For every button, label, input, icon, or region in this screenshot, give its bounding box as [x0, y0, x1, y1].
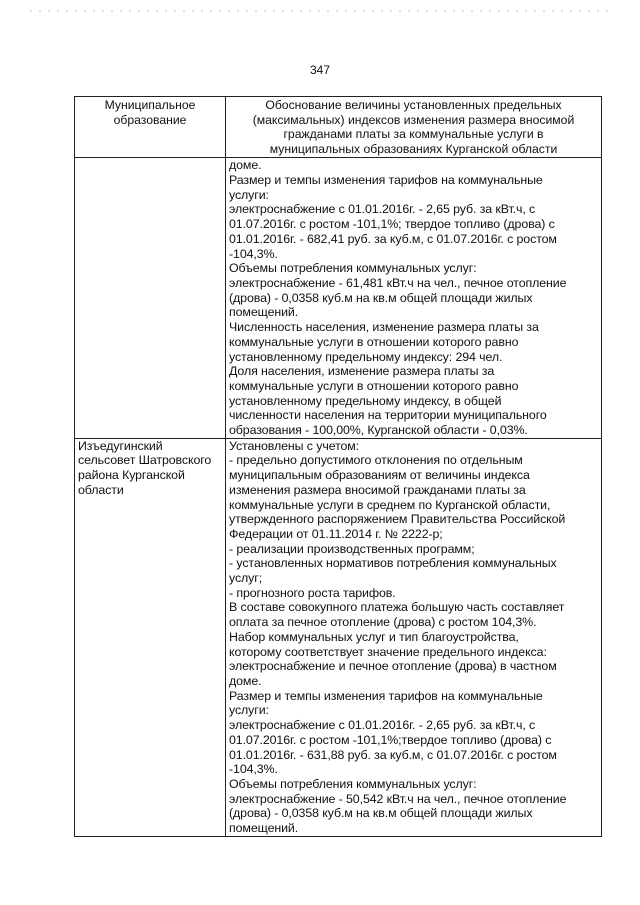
justification-text-line: электроснабжение с 01.01.2016г. - 2,65 руб. за кВт.ч, с: [229, 718, 536, 733]
justification-text-line: Набор коммунальных услуг и тип благоустройства,: [229, 629, 519, 644]
justification-text-line: электроснабжение и печное отопление (дрова) в частном: [229, 659, 557, 674]
justification-text-line: оплата за печное отопление (дрова) с ростом 104,3%.: [229, 615, 537, 630]
municipality-cell: [75, 438, 226, 836]
municipality-text-line: области: [78, 482, 124, 497]
municipality-text-line: района Курганской: [78, 468, 185, 483]
header-text-line: образование: [113, 112, 187, 127]
justification-text-line: изменения размера вносимой гражданами платы за: [229, 482, 526, 497]
justification-text-line: помещений.: [229, 305, 299, 320]
justification-text-line: Доля населения, изменение размера платы за: [229, 364, 495, 379]
justification-text-line: -104,3%.: [229, 246, 278, 261]
justification-text-line: 01.01.2016г. - 682,41 руб. за куб.м, с 01.07.2016г. с ростом: [229, 231, 557, 246]
justification-text-line: установленному предельному индексу, в общей: [229, 393, 502, 408]
justification-text-line: услуги:: [229, 187, 269, 202]
justification-text-line: доме.: [229, 158, 262, 173]
justification-text-line: услуги:: [229, 703, 269, 718]
justification-text-line: услуг;: [229, 571, 263, 586]
justification-text-line: муниципальным образованиям от величины индекса: [229, 468, 530, 483]
table-row: [75, 438, 602, 836]
justification-text-line: - установленных нормативов потребления коммунальных: [229, 556, 557, 571]
justification-text-line: (дрова) - 0,0358 куб.м на кв.м общей площади жилых: [229, 806, 533, 821]
justification-text-line: Объемы потребления коммунальных услуг:: [229, 776, 477, 791]
justification-text-line: которому соответствует значение предельного индекса:: [229, 644, 547, 659]
justification-text-line: 01.01.2016г. - 631,88 руб. за куб.м, с 01.07.2016г. с ростом: [229, 747, 557, 762]
justification-text-line: Федерации от 01.11.2014 г. № 2222-р;: [229, 526, 443, 541]
justification-text-line: Размер и темпы изменения тарифов на коммунальные: [229, 688, 543, 703]
header-text-line: муниципальных образованиях Курганской области: [269, 141, 558, 156]
justification-text-line: В составе совокупного платежа большую часть составляет: [229, 600, 565, 615]
header-text-line: (максимальных) индексов изменения размера вносимой: [252, 112, 575, 127]
justification-text-line: электроснабжение - 50,542 кВт.ч на чел., печное отопление: [229, 791, 567, 806]
justification-text-line: установленному предельному индексу: 294 чел.: [229, 349, 503, 364]
page-number: 347: [309, 63, 331, 77]
municipality-text-line: сельсовет Шатровского: [78, 453, 212, 468]
table-header-row: [75, 97, 602, 158]
justification-text-line: электроснабжение с 01.01.2016г. - 2,65 руб. за кВт.ч, с: [229, 202, 536, 217]
justification-text-line: численности населения на территории муниципального: [229, 408, 547, 423]
justification-text-line: 01.07.2016г. с ростом -101,1%;твердое топливо (дрова) с: [229, 732, 552, 747]
justification-text-line: Размер и темпы изменения тарифов на коммунальные: [229, 173, 543, 188]
header-text-line: Обоснование величины установленных предельных: [265, 98, 562, 112]
justification-text-line: коммунальные услуги в среднем по Курганской области,: [229, 497, 551, 512]
header-municipality: [75, 97, 226, 158]
header-text-line: гражданами платы за коммунальные услуги в: [283, 127, 544, 142]
scan-artifact-dots: [30, 10, 610, 12]
justification-text-line: Установлены с учетом:: [229, 438, 360, 453]
justification-text-line: утвержденного распоряжением Правительства Российской: [229, 512, 566, 527]
justification-text-line: доме.: [229, 673, 262, 688]
justification-text-line: коммунальные услуги в отношении которого равно: [229, 334, 519, 349]
header-text-line: Муниципальное: [104, 98, 196, 112]
justification-text-line: -104,3%.: [229, 762, 278, 777]
justification-cell: [226, 438, 602, 836]
justification-text-line: Численность населения, изменение размера платы за: [229, 320, 539, 335]
justification-text-line: (дрова) - 0,0358 куб.м на кв.м общей площади жилых: [229, 290, 533, 305]
justification-text-line: Объемы потребления коммунальных услуг:: [229, 261, 477, 276]
municipality-cell: [75, 158, 226, 438]
header-justification: [226, 97, 602, 158]
justification-text-line: - предельно допустимого отклонения по отдельным: [229, 453, 523, 468]
justification-text-line: - прогнозного роста тарифов.: [229, 585, 396, 600]
justification-text-line: помещений.: [229, 821, 299, 836]
justification-text-line: коммунальные услуги в отношении которого равно: [229, 378, 519, 393]
justification-text-line: - реализации производственных программ;: [229, 541, 475, 556]
tariff-justification-table: [74, 96, 602, 837]
municipality-text-line: Изъедугинский: [78, 438, 163, 453]
justification-text-line: электроснабжение - 61,481 кВт.ч на чел., печное отопление: [229, 276, 567, 290]
justification-cell: [226, 158, 602, 438]
justification-text-line: образования - 100,00%, Курганской области - 0,03%.: [229, 423, 528, 438]
table-row: [75, 158, 602, 438]
justification-text-line: 01.07.2016г. с ростом -101,1%; твердое топливо (дрова) с: [229, 217, 555, 232]
